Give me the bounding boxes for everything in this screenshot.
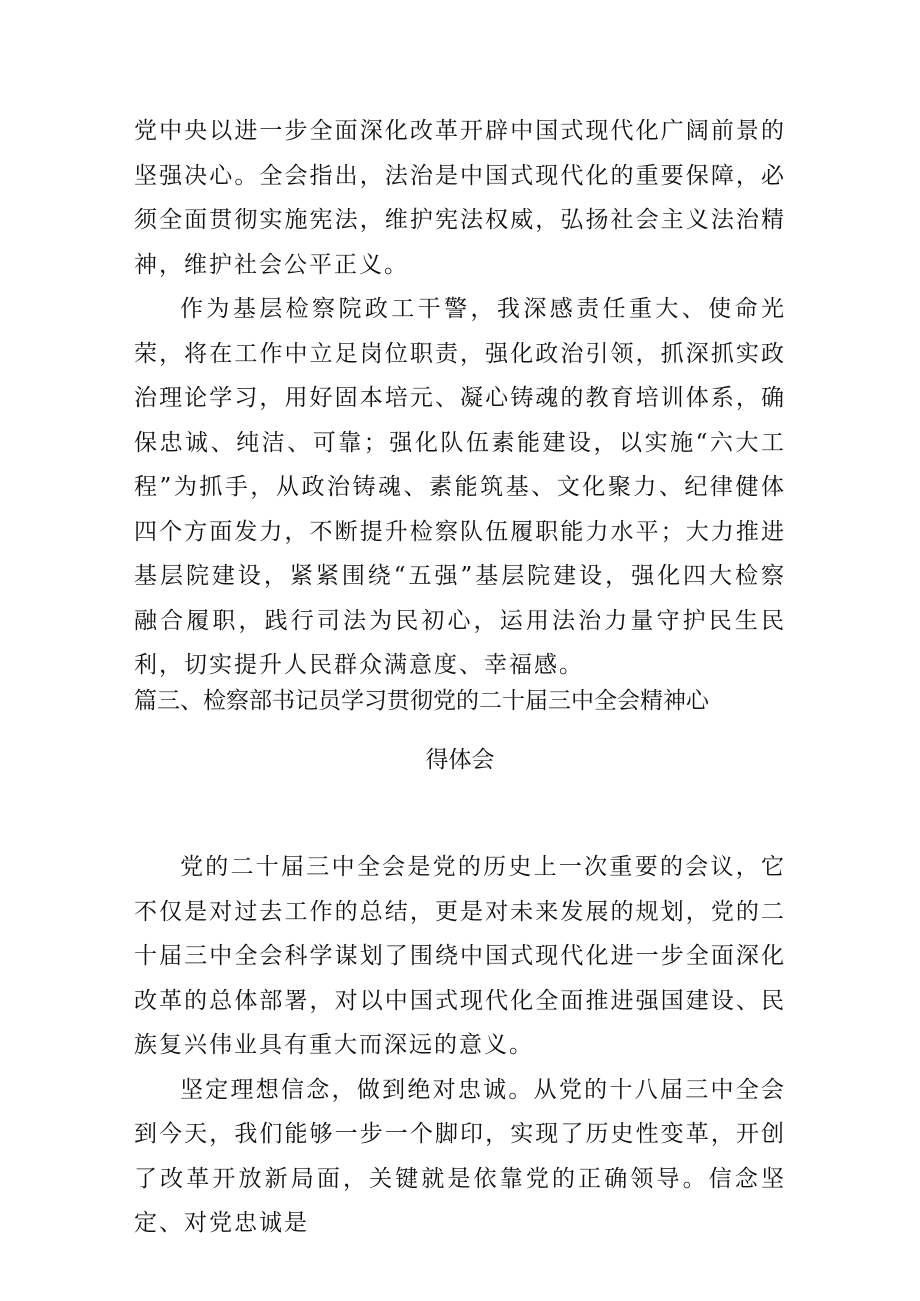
paragraph: 党的二十届三中全会是党的历史上一次重要的会议，它不仅是对过去工作的总结，更是对未来发展的规划，党的二十届三中全会科学谋划了围绕中国式现代化进一步全面深化改革的总体部署，对以中国式现代化全面推进强国建设、民族复兴伟业具有重大而深远的意义。 [134, 854, 786, 1058]
article-section-2 [134, 845, 786, 1246]
section-heading-line-1: 篇三、检察部书记员学习贯彻党的二十届三中全会精神心 [134, 688, 709, 714]
section-heading-line-2: 得体会 [425, 747, 495, 773]
article-section-1 [134, 109, 786, 688]
paragraph: 作为基层检察院政工干警，我深感责任重大、使命光荣，将在工作中立足岗位职责，强化政治引领，抓深抓实政治理论学习，用好固本培元、凝心铸魂的教育培训体系，确保忠诚、纯洁、可靠；强化队伍素能建设，以实施“六大工程”为抓手，从政治铸魂、素能筑基、文化聚力、纪律健体四个方面发力，不断提升检察队伍履职能力水平；大力推进基层院建设，紧紧围绕“五强”基层院建设，强化四大检察融合履职，践行司法为民初心，运用法治力量守护民生民利，切实提升人民群众满意度、幸福感。 [134, 296, 786, 678]
paragraph: 坚定理想信念，做到绝对忠诚。从党的十八届三中全会到今天，我们能够一步一个脚印，实现了历史性变革，开创了改革开放新局面，关键就是依靠党的正确领导。信念坚定、对党忠诚是 [134, 1076, 786, 1236]
paragraph-continuation: 党中央以进一步全面深化改革开辟中国式现代化广阔前景的坚强决心。全会指出，法治是中国式现代化的重要保障，必须全面贯彻实施宪法，维护宪法权威，弘扬社会主义法治精神，维护社会公平正义。 [134, 118, 786, 278]
